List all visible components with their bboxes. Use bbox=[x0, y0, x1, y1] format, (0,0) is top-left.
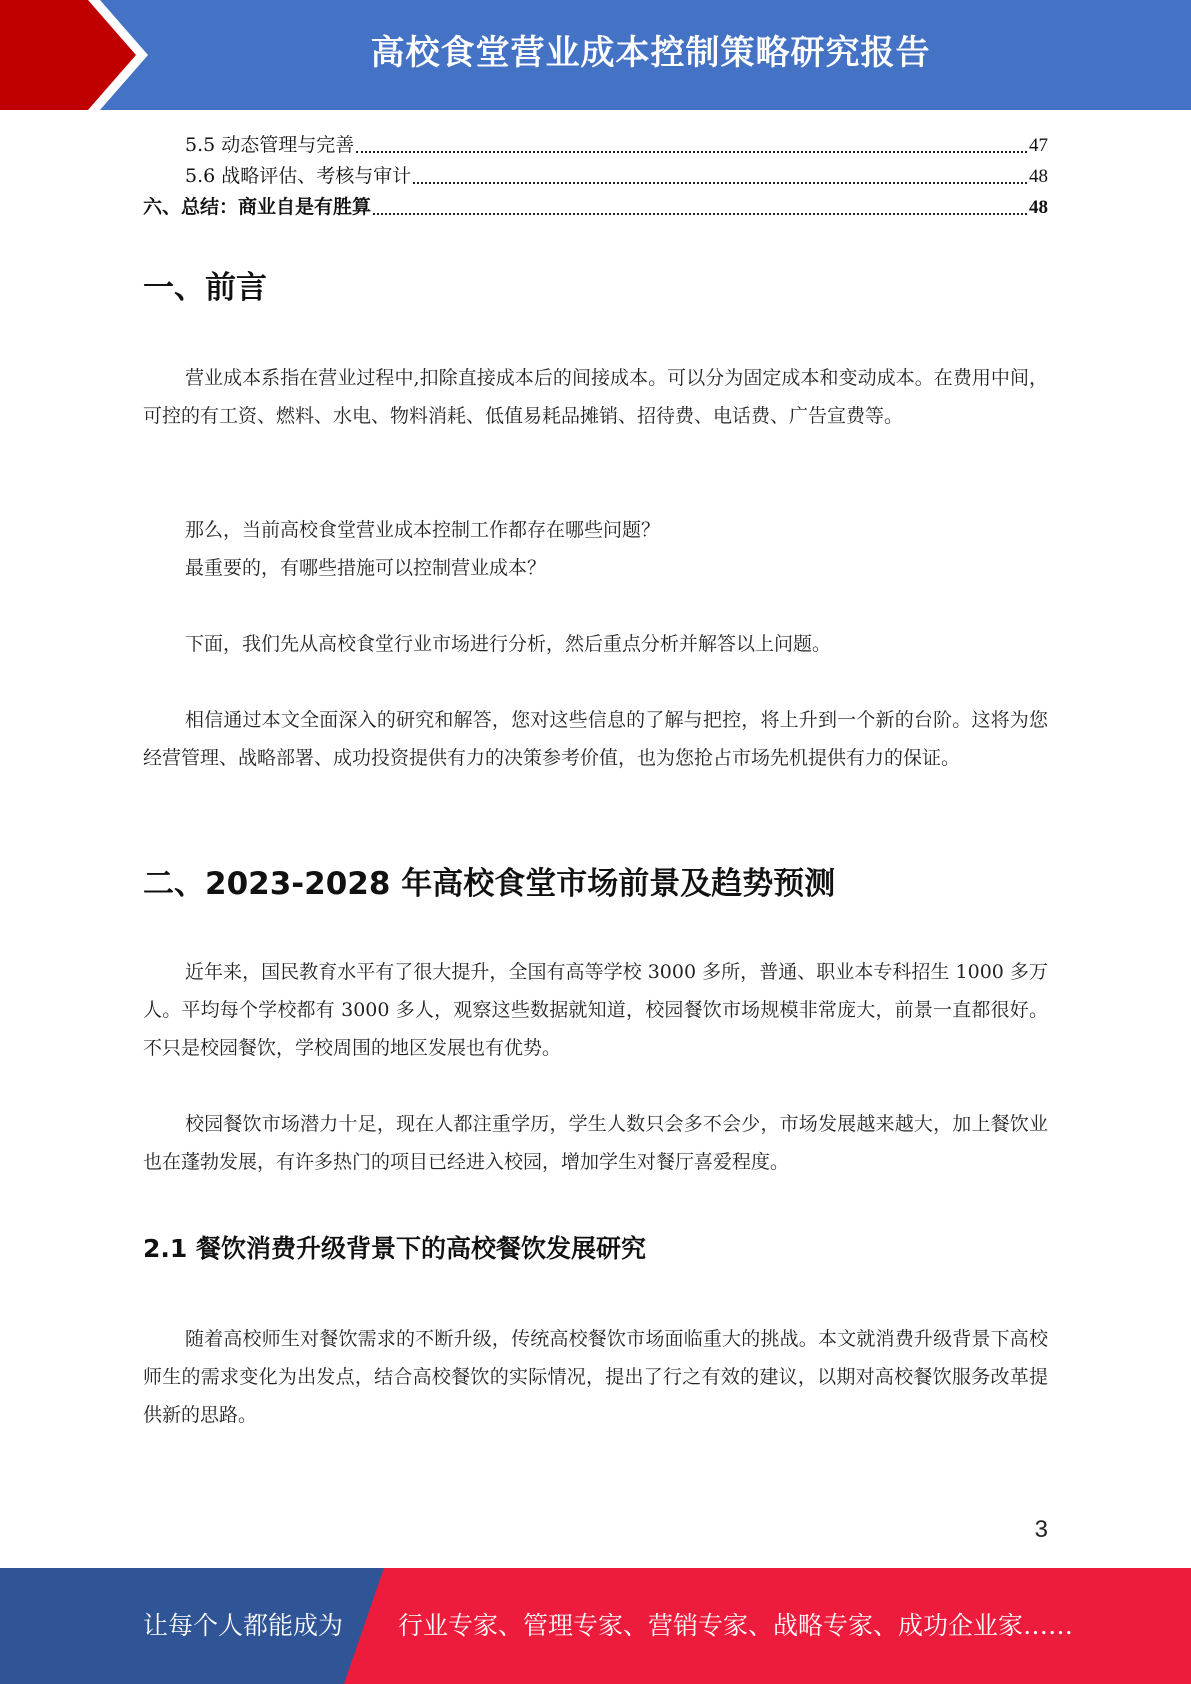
section-heading: 二、2023-2028 年高校食堂市场前景及趋势预测 bbox=[143, 866, 836, 902]
toc-entry-page: 48 bbox=[1029, 197, 1048, 218]
report-title: 高校食堂营业成本控制策略研究报告 bbox=[370, 33, 931, 73]
footer-slogan-right: 行业专家、管理专家、营销专家、战略专家、成功企业家…… bbox=[398, 1611, 1074, 1640]
toc-entry-label: 5.6 战略评估、考核与审计 bbox=[185, 165, 412, 187]
paragraph-text: 相信通过本文全面深入的研究和解答，您对这些信息的了解与把控，将上升到一个新的台阶。这将为您经营管理、战略部署、成功投资提供有力的决策参考价值，也为您抢占市场先机提供有力的保证。 bbox=[143, 709, 1048, 769]
footer-banner bbox=[0, 1568, 1191, 1684]
subsection-heading: 2.1 餐饮消费升级背景下的高校餐饮发展研究 bbox=[143, 1234, 646, 1263]
paragraph bbox=[143, 511, 1048, 549]
paragraph bbox=[143, 953, 1048, 1067]
toc-entry[interactable] bbox=[143, 130, 1048, 161]
toc-entry-page: 47 bbox=[1029, 135, 1048, 156]
paragraph-text: 那么，当前高校食堂营业成本控制工作都存在哪些问题？ bbox=[185, 519, 661, 541]
paragraph-text: 校园餐饮市场潜力十足，现在人都注重学历，学生人数只会多不会少，市场发展越来越大，加上餐饮业也在蓬勃发展，有许多热门的项目已经进入校园，增加学生对餐厅喜爱程度。 bbox=[143, 1113, 1048, 1173]
paragraph bbox=[143, 1105, 1048, 1181]
toc-leader bbox=[373, 213, 1027, 215]
toc-entry[interactable] bbox=[143, 192, 1048, 223]
paragraph bbox=[143, 549, 1048, 587]
section-1 bbox=[143, 262, 1048, 307]
paragraph-text: 营业成本系指在营业过程中,扣除直接成本后的间接成本。可以分为固定成本和变动成本。在费用中间，可控的有工资、燃料、水电、物料消耗、低值易耗品摊销、招待费、电话费、广告宣费等。 bbox=[143, 367, 1048, 427]
toc-entry-page: 48 bbox=[1029, 166, 1048, 187]
toc-leader bbox=[356, 151, 1027, 153]
toc-leader bbox=[413, 182, 1027, 184]
paragraph-text: 最重要的，有哪些措施可以控制营业成本？ bbox=[185, 557, 547, 579]
table-of-contents bbox=[143, 130, 1048, 223]
subsection-2-1 bbox=[143, 1229, 1048, 1265]
paragraph bbox=[143, 625, 1048, 663]
header-banner bbox=[0, 0, 1191, 110]
paragraph bbox=[143, 701, 1048, 777]
footer-slogan-left: 让每个人都能成为 bbox=[143, 1611, 344, 1640]
section-heading: 一、前言 bbox=[143, 270, 267, 306]
section-2 bbox=[143, 858, 1048, 903]
page-number: 3 bbox=[1034, 1516, 1048, 1543]
paragraph-text: 随着高校师生对餐饮需求的不断升级，传统高校餐饮市场面临重大的挑战。本文就消费升级背景下高校师生的需求变化为出发点，结合高校餐饮的实际情况，提出了行之有效的建议，以期对高校餐饮服务改革提供新的思路。 bbox=[143, 1328, 1048, 1426]
paragraph bbox=[143, 359, 1048, 435]
paragraph-text: 下面，我们先从高校食堂行业市场进行分析，然后重点分析并解答以上问题。 bbox=[185, 633, 832, 655]
paragraph-text: 近年来，国民教育水平有了很大提升，全国有高等学校 3000 多所，普通、职业本专科招生 1000 多万人。平均每个学校都有 3000 多人，观察这些数据就知道，校园餐饮市场规模非常庞大，前景一直都很好。不只是校园餐饮，学校周围的地区发展也有优势。 bbox=[143, 961, 1048, 1059]
toc-entry-label: 5.5 动态管理与完善 bbox=[185, 134, 355, 156]
paragraph bbox=[143, 1320, 1048, 1434]
toc-entry-label: 六、总结：商业自是有胜算 bbox=[143, 196, 372, 218]
toc-entry[interactable] bbox=[143, 161, 1048, 192]
